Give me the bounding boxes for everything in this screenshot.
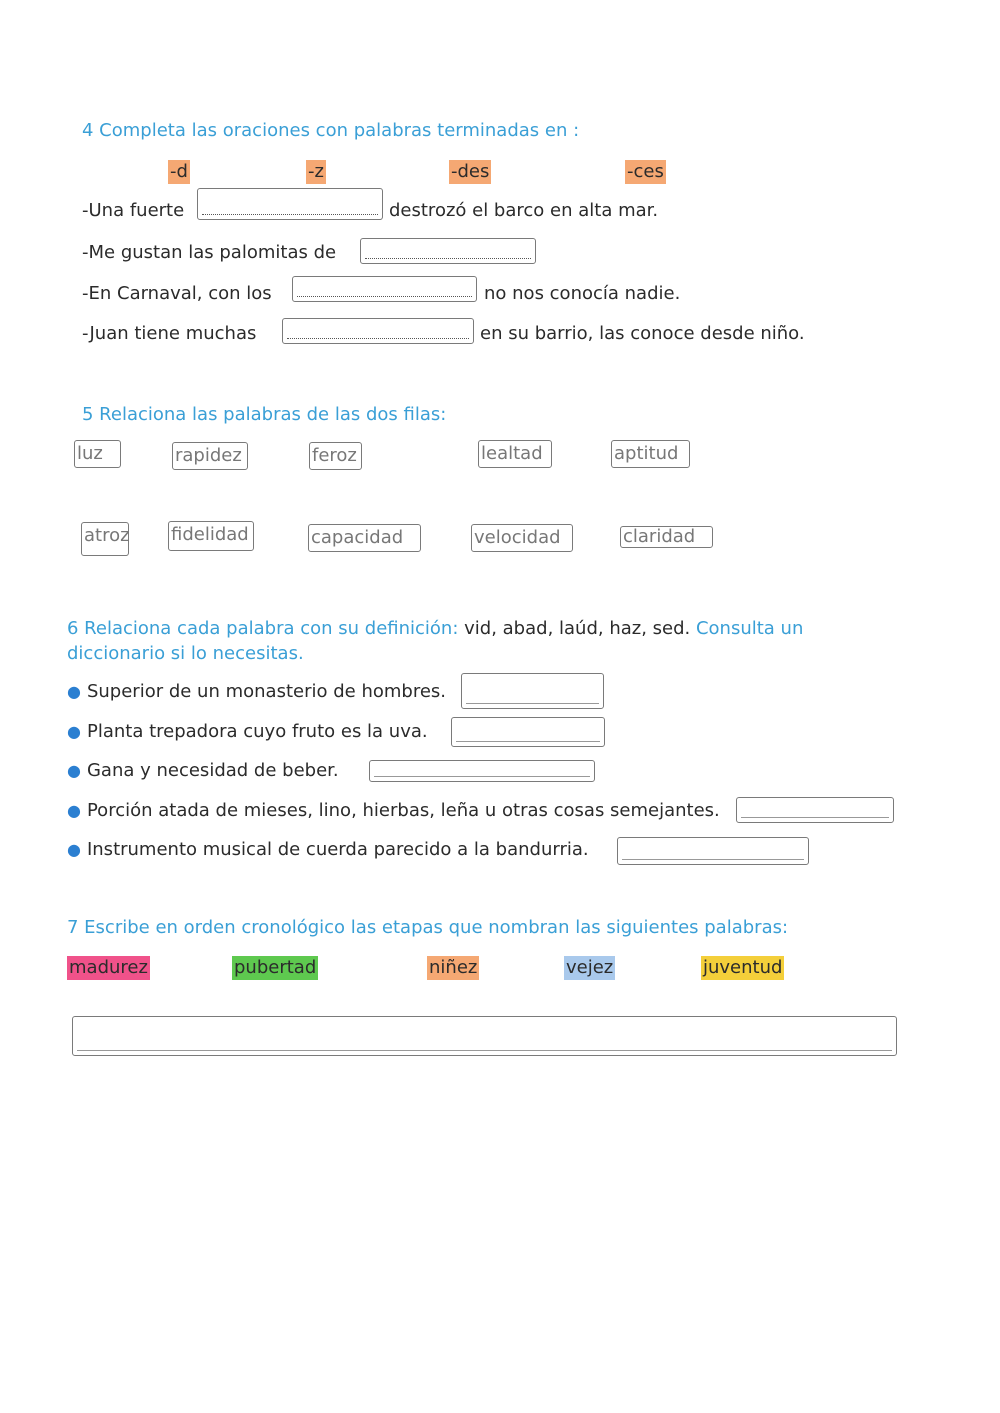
sentence-3-after: no nos conocía nadie. [484,283,681,304]
chronological-order-answer[interactable] [72,1016,897,1056]
match-word-claridad[interactable]: claridad [620,526,713,548]
answer-field-3[interactable] [292,276,477,302]
match-word-fidelidad[interactable]: fidelidad [168,521,254,551]
stage-word-juventud: juventud [703,957,783,978]
sentence-3-before: -En Carnaval, con los [82,283,272,304]
answer-field-2[interactable] [360,238,536,264]
exercise-6-words: vid, abad, laúd, haz, sed. [458,618,691,639]
match-word-capacidad[interactable]: capacidad [308,524,421,552]
bullet-icon: ● [67,801,81,820]
exercise-7-heading: 7 Escribe en orden cronológico las etapas que nombran las siguientes palabras: [67,917,789,938]
definition-item-3 [67,760,339,781]
match-word-lealtad[interactable]: lealtad [478,440,552,468]
definition-answer-4[interactable] [736,797,894,823]
bullet-icon: ● [67,840,81,859]
definition-text-1: Superior de un monasterio de hombres. [86,681,447,702]
stage-word-pubertad: pubertad [234,957,317,978]
definition-text-5: Instrumento musical de cuerda parecido a la bandurria. [86,839,589,860]
sentence-1-before: -Una fuerte [82,200,185,221]
exercise-6-heading-line2: diccionario si lo necesitas. [67,643,304,664]
exercise-5-heading: 5 Relaciona las palabras de las dos filas: [82,404,447,425]
exercise-6-heading [67,618,803,639]
match-word-atroz[interactable]: atroz [81,522,129,556]
definition-item-1 [67,681,446,702]
definition-text-2: Planta trepadora cuyo fruto es la uva. [86,721,428,742]
ending-ces: -ces [627,161,664,182]
sentence-2-before: -Me gustan las palomitas de [82,242,337,263]
stage-word-ninez: niñez [429,957,478,978]
ending-z: -z [308,161,324,182]
definition-answer-5[interactable] [617,837,809,865]
definition-answer-2[interactable] [451,717,605,747]
match-word-feroz[interactable]: feroz [309,442,362,470]
exercise-4-heading: 4 Completa las oraciones con palabras terminadas en : [82,120,580,141]
bullet-icon: ● [67,761,81,780]
answer-field-4[interactable] [282,318,474,344]
definition-item-2 [67,721,428,742]
match-word-aptitud[interactable]: aptitud [611,440,690,468]
definition-text-4: Porción atada de mieses, lino, hierbas, leña u otras cosas semejantes. [86,800,720,821]
sentence-4-after: en su barrio, las conoce desde niño. [480,323,805,344]
definition-answer-3[interactable] [369,760,595,782]
match-word-rapidez[interactable]: rapidez [172,442,248,470]
stage-word-vejez: vejez [566,957,614,978]
exercise-6-instruction-tail: Consulta un [690,618,804,639]
bullet-icon: ● [67,722,81,741]
bullet-icon: ● [67,682,81,701]
definition-text-3: Gana y necesidad de beber. [86,760,339,781]
definition-answer-1[interactable] [461,673,604,709]
sentence-4-before: -Juan tiene muchas [82,323,257,344]
sentence-1-after: destrozó el barco en alta mar. [389,200,659,221]
definition-item-4 [67,800,720,821]
ending-des: -des [451,161,490,182]
definition-item-5 [67,839,589,860]
exercise-6-instruction: 6 Relaciona cada palabra con su definición: [67,618,459,639]
match-word-luz[interactable]: luz [74,440,121,468]
ending-d: -d [170,161,188,182]
stage-word-madurez: madurez [69,957,148,978]
match-word-velocidad[interactable]: velocidad [471,524,573,552]
answer-field-1[interactable] [197,188,383,220]
